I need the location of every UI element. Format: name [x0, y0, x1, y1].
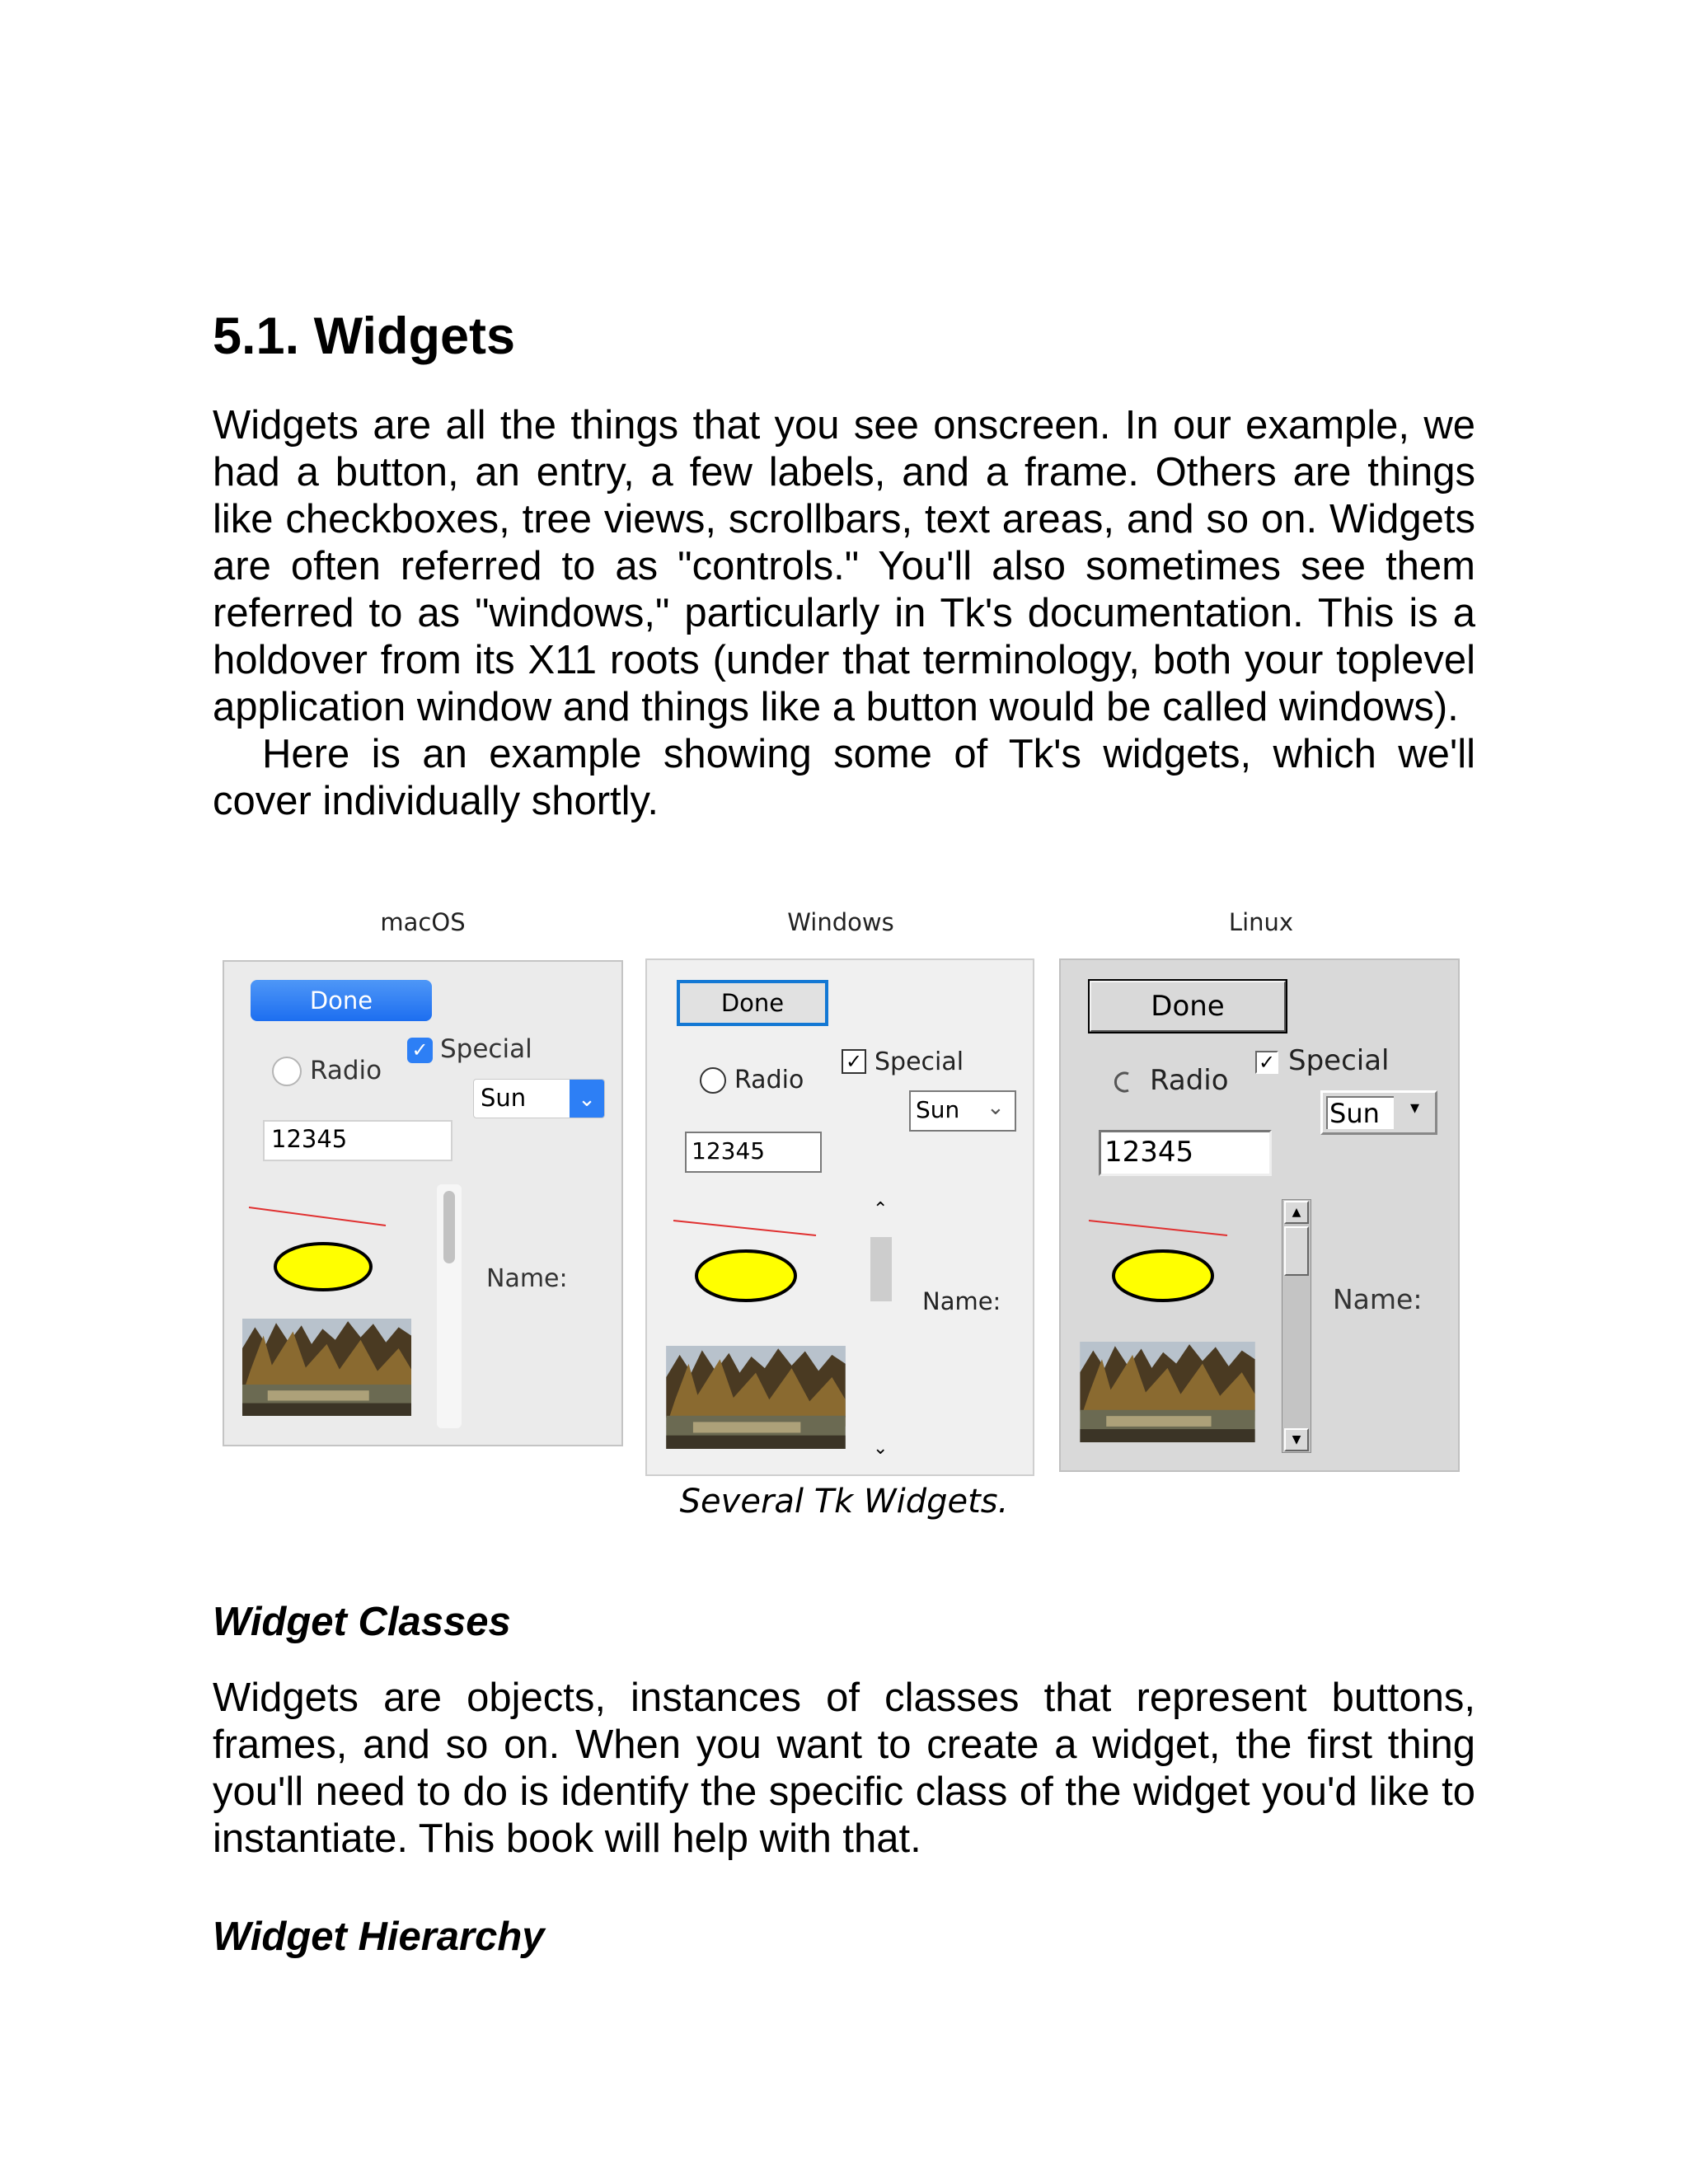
radio-label: Radio	[734, 1066, 804, 1094]
entry-value: 12345	[271, 1125, 348, 1153]
scroll-down-icon[interactable]: ▼	[1284, 1428, 1309, 1451]
widget-classes-paragraph: Widgets are objects, instances of classes that represent buttons, frames, and so on. When you want to create a widget, the first thing you'll need to do is identify the specific class of the widget you'd like to instantiate. This book will help with that.	[213, 1675, 1475, 1861]
scroll-down-icon[interactable]: ⌄	[873, 1438, 889, 1459]
radio-label: Radio	[1150, 1064, 1229, 1097]
landscape-photo	[665, 1346, 846, 1449]
os-label-linux: Linux	[1228, 908, 1294, 936]
yellow-oval	[1114, 1251, 1212, 1301]
chevron-down-icon[interactable]: ⌄	[987, 1095, 1005, 1120]
red-line	[249, 1207, 386, 1226]
checkbox-label: Special	[1288, 1044, 1390, 1077]
done-button[interactable]: Done	[1089, 980, 1287, 1033]
widget-hierarchy-heading: Widget Hierarchy	[213, 1915, 545, 1959]
name-label: Name:	[1333, 1283, 1423, 1315]
day-combobox[interactable]	[909, 1090, 1016, 1132]
entry-value: 12345	[692, 1137, 766, 1165]
red-line	[673, 1221, 816, 1235]
special-checkbox[interactable]	[407, 1038, 433, 1063]
landscape-photo	[242, 1318, 411, 1417]
day-combobox[interactable]	[473, 1079, 605, 1118]
vertical-scrollbar[interactable]	[437, 1184, 462, 1428]
special-checkbox[interactable]	[842, 1049, 866, 1074]
number-entry[interactable]	[263, 1120, 452, 1161]
canvas	[1087, 1216, 1236, 1306]
radio-button[interactable]	[700, 1067, 726, 1094]
entry-value: 12345	[1104, 1136, 1194, 1169]
os-label-windows: Windows	[787, 908, 894, 936]
yellow-oval	[275, 1244, 371, 1290]
chevron-down-icon[interactable]: ⌄	[570, 1080, 604, 1118]
intro-block	[213, 402, 1475, 825]
special-checkbox[interactable]	[1255, 1051, 1278, 1074]
combobox-value: Sun	[916, 1096, 960, 1123]
number-entry[interactable]	[1099, 1130, 1272, 1176]
macos-widget-panel	[223, 960, 623, 1446]
checkmark-icon: ✓	[1258, 1051, 1276, 1074]
vertical-scrollbar[interactable]	[868, 1197, 894, 1469]
combobox-field	[1326, 1096, 1394, 1129]
checkbox-label: Special	[874, 1047, 964, 1076]
intro-paragraph-2: Here is an example showing some of Tk's widgets, which we'll cover individually shortly.	[213, 732, 1475, 823]
name-label: Name:	[486, 1264, 568, 1293]
canvas	[247, 1201, 396, 1291]
linux-widget-panel	[1059, 958, 1460, 1472]
widget-classes-heading: Widget Classes	[213, 1600, 511, 1644]
combobox-value: Sun	[481, 1084, 527, 1112]
checkmark-icon: ✓	[411, 1038, 429, 1062]
checkmark-icon: ✓	[845, 1050, 863, 1073]
figure-caption: Several Tk Widgets.	[679, 1483, 1009, 1521]
section-title: 5.1. Widgets	[213, 307, 516, 365]
radio-label: Radio	[310, 1056, 382, 1085]
landscape-photo	[1079, 1342, 1256, 1442]
combobox-value: Sun	[1329, 1098, 1380, 1129]
os-label-macos: macOS	[380, 908, 466, 936]
number-entry[interactable]	[685, 1132, 822, 1173]
chevron-down-icon[interactable]: ▾	[1410, 1098, 1420, 1118]
scrollbar-thumb[interactable]	[1284, 1226, 1309, 1276]
name-label: Name:	[922, 1287, 1001, 1315]
scrollbar-thumb[interactable]	[443, 1191, 455, 1263]
canvas	[672, 1216, 820, 1306]
yellow-oval	[696, 1251, 795, 1301]
scrollbar-thumb[interactable]	[870, 1237, 892, 1301]
done-button[interactable]: Done	[677, 980, 828, 1026]
day-combobox[interactable]	[1320, 1090, 1437, 1135]
checkbox-label: Special	[440, 1034, 532, 1064]
done-button[interactable]: Done	[251, 980, 432, 1021]
scroll-up-icon[interactable]: ▲	[1284, 1201, 1309, 1224]
red-line	[1089, 1221, 1227, 1235]
radio-button[interactable]	[272, 1057, 302, 1086]
scroll-up-icon[interactable]: ⌃	[873, 1199, 889, 1220]
vertical-scrollbar[interactable]	[1282, 1199, 1311, 1453]
radio-button[interactable]	[1110, 1069, 1135, 1094]
windows-widget-panel	[645, 958, 1034, 1476]
intro-paragraph: Widgets are all the things that you see onscreen. In our example, we had a button, an entry, a few labels, and a frame. Others are things like checkboxes, tree views, scrollbars, text areas, and so on. Widgets are often referred to as "controls." You'll also sometimes see them referred to as "windows," particularly in Tk's documentation. This is a holdover from its X11 roots (under that terminology, both your toplevel application window and things like a button would be called windows).	[213, 403, 1475, 729]
